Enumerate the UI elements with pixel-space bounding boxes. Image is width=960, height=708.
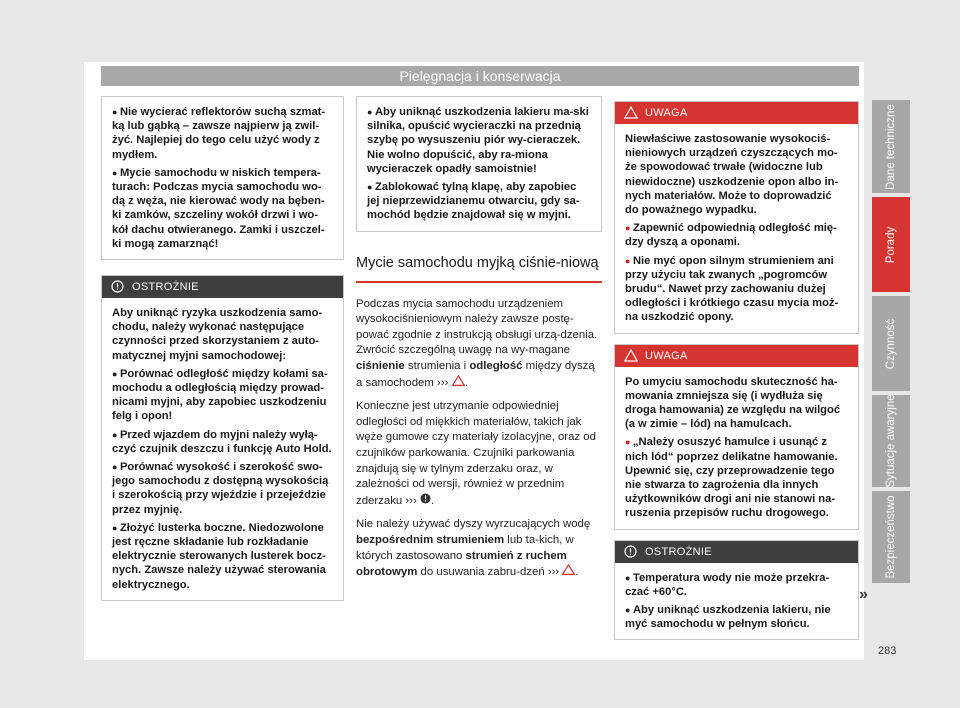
paragraph: Podczas mycia samochodu urządzeniem wysokociśnieniowym należy zawsze postę-pować zgodnie z instrukcją obsługi urzą-dzenia. Zwrócić szczególną uwagę na wy-magane ciśnienie strumienia i odległość między dyszą a samochodem ››› . bbox=[356, 297, 598, 389]
section-body bbox=[356, 297, 602, 581]
caution-box bbox=[101, 275, 344, 601]
column-1 bbox=[101, 96, 344, 601]
column-2 bbox=[356, 96, 602, 589]
bullet-item: ● Aby uniknąć uszkodzenia lakieru ma-ski silnika, opuścić wycieraczki na przednią szybę po wysuszeniu piór wy-cieraczek. Nie wolno dopuścić, aby ra-miona wycieraczek opadły samoistnie! bbox=[367, 105, 591, 176]
tab-sytuacje-awaryjne[interactable]: Sytuacje awaryjne bbox=[872, 395, 910, 487]
info-icon bbox=[111, 280, 124, 293]
tab-dane-techniczne[interactable]: Dane techniczne bbox=[872, 100, 910, 193]
info-icon bbox=[420, 493, 431, 504]
tab-porady[interactable]: Porady bbox=[872, 197, 910, 292]
note-box bbox=[356, 96, 602, 232]
bullet-item: ● Porównać wysokość i szerokość swo-jego samochodu z dostępną wysokością i szerokością przy wjeździe i przejeździe przez myjnię. bbox=[112, 460, 333, 517]
reference-link[interactable]: ››› bbox=[405, 494, 417, 507]
caution-title: OSTROŻNIE bbox=[645, 545, 712, 558]
caution-intro: Aby uniknąć ryzyka uszkodzenia samo-chodu, należy wykonać następujące czynności przed skorzystaniem z auto-matycznej myjni samochodowej: bbox=[112, 307, 323, 362]
page-header: Pielęgnacja i konserwacja bbox=[101, 66, 859, 86]
bullet-item: ● Zapewnić odpowiednią odległość mię-dzy dyszą a oponami. bbox=[625, 221, 848, 249]
caution-box bbox=[614, 540, 859, 641]
tab-czynnosc[interactable]: Czynność bbox=[872, 296, 910, 391]
warning-icon bbox=[452, 375, 465, 386]
continue-mark: » bbox=[859, 586, 868, 603]
column-3 bbox=[614, 101, 859, 640]
paragraph: Konieczne jest utrzymanie odpowiedniej odległości od miękkich materiałów, takich jak węże gumowe czy materiały izolacyjne, oraz od czujników parkowania. Czujniki parkowania znajdują się w tylnym zderzaku oraz, w zależności od wersji, również w przednim zderzaku ››› . bbox=[356, 400, 596, 507]
tab-bezpieczenstwo[interactable]: Bezpieczeństwo bbox=[872, 491, 910, 583]
bullet-item: ● Temperatura wody nie może przekra-czać +60°C. bbox=[625, 571, 848, 599]
caution-header bbox=[102, 276, 343, 298]
warning-intro: Niewłaściwe zastosowanie wysokociś-nieniowych urządzeń czyszczących mo-że spowodować trwałe (widoczne lub niewidoczne) uszkodzenie opon albo in-nych materiałów. Może to doprowadzić do poważnego wypadku. bbox=[625, 133, 839, 217]
bullet-item: ● Przed wjazdem do myjni należy wyłą-czyć czujnik deszczu i funkcję Auto Hold. bbox=[112, 428, 333, 456]
bullet-item: ● „Należy osuszyć hamulce i usunąć z nich lód“ poprzez delikatne hamowanie. Upewnić się, czy przeprowadzenie tego nie stwarza to zagrożenia dla innych użytkowników drogi ani nie stanowi na-ruszenia przepisów ruchu drogowego. bbox=[625, 435, 848, 520]
paragraph: Nie należy używać dyszy wyrzucających wodę bezpośrednim strumieniem lub ta-kich, w których zastosowano strumień z ruchem obrotowym do usuwania zabru-dzeń ››› . bbox=[356, 518, 591, 579]
warning-title: UWAGA bbox=[645, 107, 688, 119]
bullet-item: ● Aby uniknąć uszkodzenia lakieru, nie myć samochodu w pełnym słońcu. bbox=[625, 603, 848, 631]
info-icon bbox=[624, 545, 637, 558]
page-number: 283 bbox=[878, 645, 897, 657]
reference-link[interactable]: ››› bbox=[547, 566, 560, 579]
note-box bbox=[101, 96, 344, 260]
bullet-item: ● Nie wycierać reflektorów suchą szmat-ką lub gąbką – zawsze najpierw ją zwil-żyć. Najlepiej do tego celu użyć wody z mydłem. bbox=[112, 105, 333, 162]
bullet-item: ● Nie myć opon silnym strumieniem ani przy użyciu tak zwanych „pogromców brudu“. Nawet przy zachowaniu dużej odległości i krótkiego czasu mycia moż-na uszkodzić opony. bbox=[625, 254, 848, 325]
warning-icon bbox=[624, 349, 638, 362]
caution-title: OSTROŻNIE bbox=[132, 281, 199, 294]
reference-link[interactable]: ››› bbox=[437, 376, 449, 389]
bullet-item: ● Złożyć lusterka boczne. Niedozwolone jest ręczne składanie lub rozkładanie elektrycznie sterowanych lusterek bocz-nych. Zawsze należy używać sterowania elektrycznego. bbox=[112, 521, 333, 592]
warning-header bbox=[615, 102, 858, 124]
bullet-item: ● Zablokować tylną klapę, aby zapobiec jej nieprzewidzianemu otwarciu, gdy sa-mochód będzie znajdował się w myjni. bbox=[367, 180, 591, 223]
warning-title: UWAGA bbox=[645, 349, 688, 362]
bullet-item: ● Mycie samochodu w niskich tempera-turach: Podczas mycia samochodu wo-dą z węża, nie kierować wody na bęben-ki zamków, szczeliny wokół drzwi i wo-kół dachu otwieranego. Zamki i uszczel-ki mogą zamarznąć! bbox=[112, 166, 333, 251]
warning-icon bbox=[562, 564, 575, 575]
warning-icon bbox=[624, 106, 638, 119]
warning-box bbox=[614, 344, 859, 530]
warning-box bbox=[614, 101, 859, 334]
section-title: Mycie samochodu myjką ciśnie-niową bbox=[356, 254, 602, 283]
warning-intro: Po umyciu samochodu skuteczność ha-mowania zmniejsza się (i wydłuża się droga hamowania) ze względu na wilgoć (a w zimie – lód) na hamulcach. bbox=[625, 375, 841, 431]
warning-header bbox=[615, 345, 858, 367]
caution-header bbox=[615, 541, 858, 563]
bullet-item: ● Porównać odległość między kołami sa-mochodu a odległością między prowad-nicami myjni, aby zapobiec uszkodzeniu felg i opon! bbox=[112, 367, 333, 424]
